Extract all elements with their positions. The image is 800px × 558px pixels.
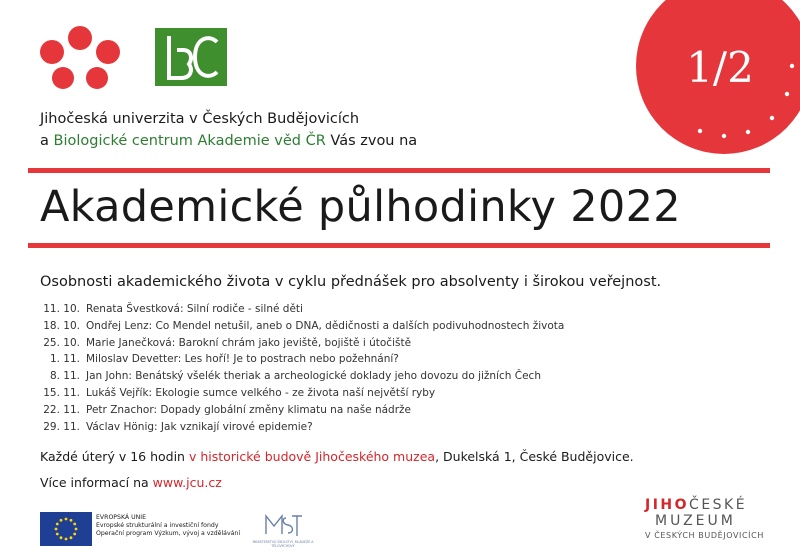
list-item: 1. 11. Miloslav Devetter: Les hoří! Je to postrach nebo požehnání? xyxy=(49,353,399,366)
institution-line-2: a Biologické centrum Akademie věd ČR Vás zvou na xyxy=(40,133,418,149)
list-item: 18. 10. Ondřej Lenz: Co Mendel netušil, aneb o DNA, dědičnosti a dalších podivuhodnostech života xyxy=(43,319,565,332)
biology-centre-name: Biologické centrum Akademie věd ČR xyxy=(53,133,326,149)
jcu-logo xyxy=(30,20,130,90)
list-item: 29. 11. Václav Hönig: Jak vznikají virové epidemie? xyxy=(43,420,313,433)
msmt-logo xyxy=(252,510,314,550)
list-item: 11. 10. Renata Švestková: Silní rodiče - silné děti xyxy=(43,303,303,315)
title-bar-top xyxy=(28,168,770,173)
subtitle: Osobnosti akademického života v cyklu přednášek pro absolventy i širokou veřejnost. xyxy=(40,274,662,290)
venue-highlight: v historické budově Jihočeského muzea xyxy=(188,449,436,464)
institution-line-1: Jihočeská univerzita v Českých Budějovicích xyxy=(40,111,360,127)
list-item: 25. 10. Marie Janečková: Barokní chrám jako jeviště, bojiště i útočiště xyxy=(43,336,412,349)
more-info: Více informací na www.jcu.cz xyxy=(40,475,222,490)
page-title: Akademické půlhodinky 2022 xyxy=(40,182,681,232)
venue-text: Každé úterý v 16 hodin v historické budově Jihočeského muzea, Dukelská 1, České Budějovice. xyxy=(40,449,634,464)
eu-funding-text: EVROPSKÁ UNIE Evropské strukturální a investiční fondy Operační program Výzkum, vývoj a vzdělávání xyxy=(96,514,241,538)
lecture-list xyxy=(36,303,564,437)
bc-logo xyxy=(155,28,227,86)
title-bar-bottom xyxy=(28,243,770,248)
badge-label: 1/2 xyxy=(686,43,754,92)
list-item: 8. 11. Jan John: Benátský všelék theriak a archeologické doklady jeho dovozu do jižních Čech xyxy=(49,370,541,383)
museum-logo: JIHOČESKÉ MUZEUM V ČESKÝCH BUDĚJOVICÍCH xyxy=(645,497,764,540)
eu-flag-icon xyxy=(40,512,92,546)
list-item: 22. 11. Petr Znachor: Dopady globální změny klimatu na naše nádrže xyxy=(43,403,412,416)
list-item: 15. 11. Lukáš Vejřík: Ekologie sumce velkého - ze života naší největší ryby xyxy=(43,386,436,399)
msmt-emblem-icon xyxy=(262,510,304,540)
website-link[interactable]: www.jcu.cz xyxy=(152,475,222,490)
msmt-name: MINISTERSTVO ŠKOLSTVÍ, MLÁDEŽE A TĚLOVÝCHOVY xyxy=(252,540,314,548)
clock-badge xyxy=(636,0,800,154)
